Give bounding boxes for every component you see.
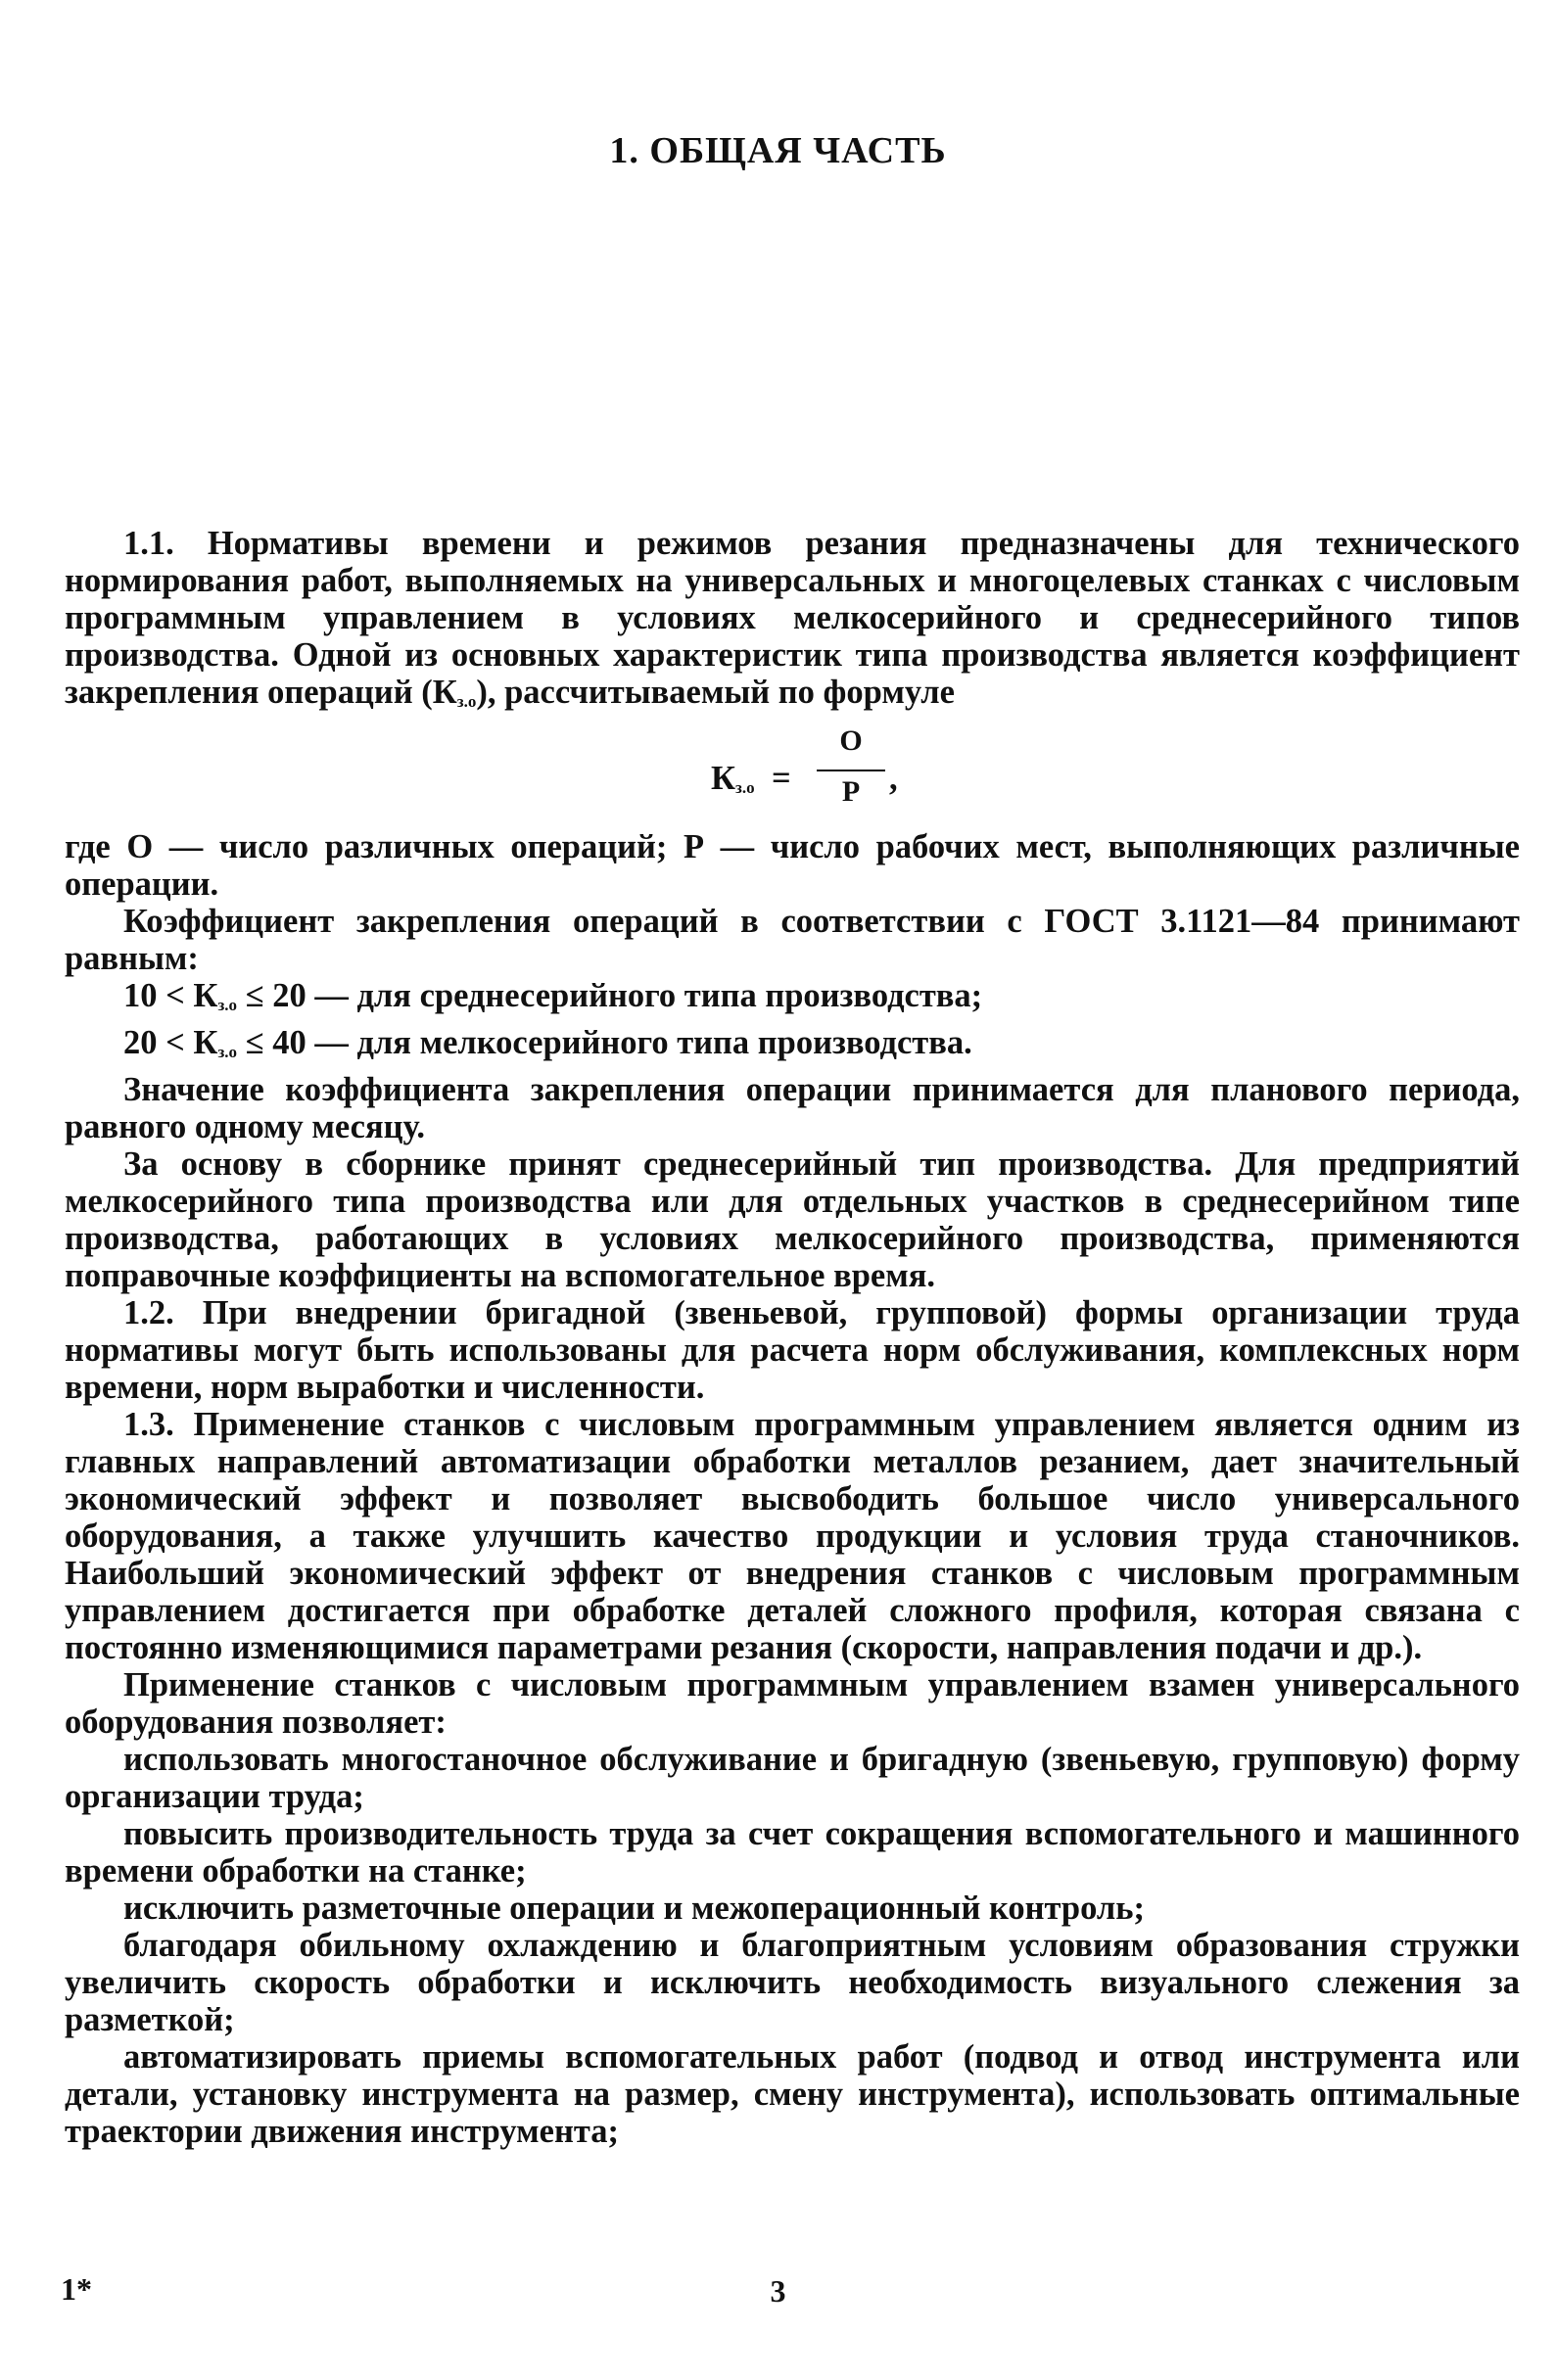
subscript-zo: з.о <box>456 692 477 711</box>
formula-fraction-bar <box>817 770 885 771</box>
paragraph-1-2: 1.2. При внедрении бригадной (звеньевой, групповой) формы организации труда нормативы могут быть использованы для расчета норм обслуживания, комплексных норм времени, норм выработки и численности. <box>65 1294 1520 1406</box>
condition-1-start: 10 < К <box>123 977 218 1014</box>
signature-mark: 1* <box>61 2271 92 2307</box>
paragraph-1-3: 1.3. Применение станков с числовым программным управлением является одним из главных направлений автоматизации обработки металлов резанием, дает значительный экономический эффект и позволяет высвободить большое число универсального оборудования, а также улучшить качество продукции и условия труда станочников. Наибольший экономический эффект от внедрения станков с числовым программным управлением достигается при обработке деталей сложного профиля, которая связана с постоянно изменяющимися параметрами резания (скорости, направления подачи и др.). <box>65 1406 1520 1666</box>
formula-denominator: Р <box>841 775 861 808</box>
benefit-item-1: использовать многостаночное обслуживание и бригадную (звеньевую, групповую) форму организации труда; <box>65 1741 1520 1815</box>
document-body <box>65 525 1520 2150</box>
paragraph-1-1 <box>65 525 1520 721</box>
page-number: 3 <box>770 2273 786 2309</box>
paragraph-planning-period: Значение коэффициента закрепления операции принимается для планового периода, равного одному месяцу. <box>65 1071 1520 1145</box>
benefit-item-2: повысить производительность труда за счет сокращения вспомогательного и машинного времени обработки на станке; <box>65 1815 1520 1890</box>
condition-1-end: ≤ 20 — для среднесерийного типа производства; <box>237 977 983 1014</box>
formula-equals: = <box>772 760 791 797</box>
paragraph-benefits-intro: Применение станков с числовым программным управлением взамен универсального оборудования позволяет: <box>65 1666 1520 1741</box>
condition-2-subscript: з.о <box>217 1043 238 1061</box>
formula-kzo <box>65 723 1520 824</box>
paragraph-1-1-text: 1.1. Нормативы времени и режимов резания предназначены для технического нормирования работ, выполняемых на универсальных и многоцелевых станках с числовым программным управлением в условиях мелкосерийного и среднесерийного типов производства. Одной из основных характеристик типа производства является коэффициент закрепления операций (К <box>65 525 1520 711</box>
formula-lhs-symbol: К <box>711 760 736 797</box>
benefit-item-5: автоматизировать приемы вспомогательных работ (подвод и отвод инструмента или детали, установку инструмента на размер, смену инструмента), использовать оптимальные траектории движения инструмента; <box>65 2038 1520 2150</box>
paragraph-where: где О — число различных операций; Р — число рабочих мест, выполняющих различные операции. <box>65 828 1520 903</box>
condition-2-start: 20 < К <box>123 1024 218 1061</box>
condition-small-series <box>65 1024 1520 1071</box>
paragraph-gost: Коэффициент закрепления операций в соответствии с ГОСТ 3.1121—84 принимают равным: <box>65 903 1520 977</box>
condition-medium-series <box>65 977 1520 1024</box>
formula-fraction <box>817 723 885 811</box>
section-title: 1. ОБЩАЯ ЧАСТЬ <box>609 130 947 171</box>
formula-lhs-subscript: з.о <box>735 778 755 797</box>
condition-2-end: ≤ 40 — для мелкосерийного типа производства. <box>237 1024 972 1061</box>
formula-numerator: О <box>839 724 863 757</box>
formula-comma: , <box>889 760 898 797</box>
condition-1-subscript: з.о <box>217 996 238 1014</box>
benefit-item-4: благодаря обильному охлаждению и благоприятным условиям образования стружки увеличить скорость обработки и исключить необходимость визуального слежения за разметкой; <box>65 1927 1520 2038</box>
paragraph-basis: За основу в сборнике принят среднесерийный тип производства. Для предприятий мелкосерийного типа производства или для отдельных участков в среднесерийном типе производства, работающих в условиях мелкосерийного производства, применяются поправочные коэффициенты на вспомогательное время. <box>65 1145 1520 1294</box>
paragraph-1-1-end: ), рассчитываемый по формуле <box>476 674 955 711</box>
benefit-item-3: исключить разметочные операции и межоперационный контроль; <box>123 1890 1145 1927</box>
formula-lhs <box>711 760 755 807</box>
